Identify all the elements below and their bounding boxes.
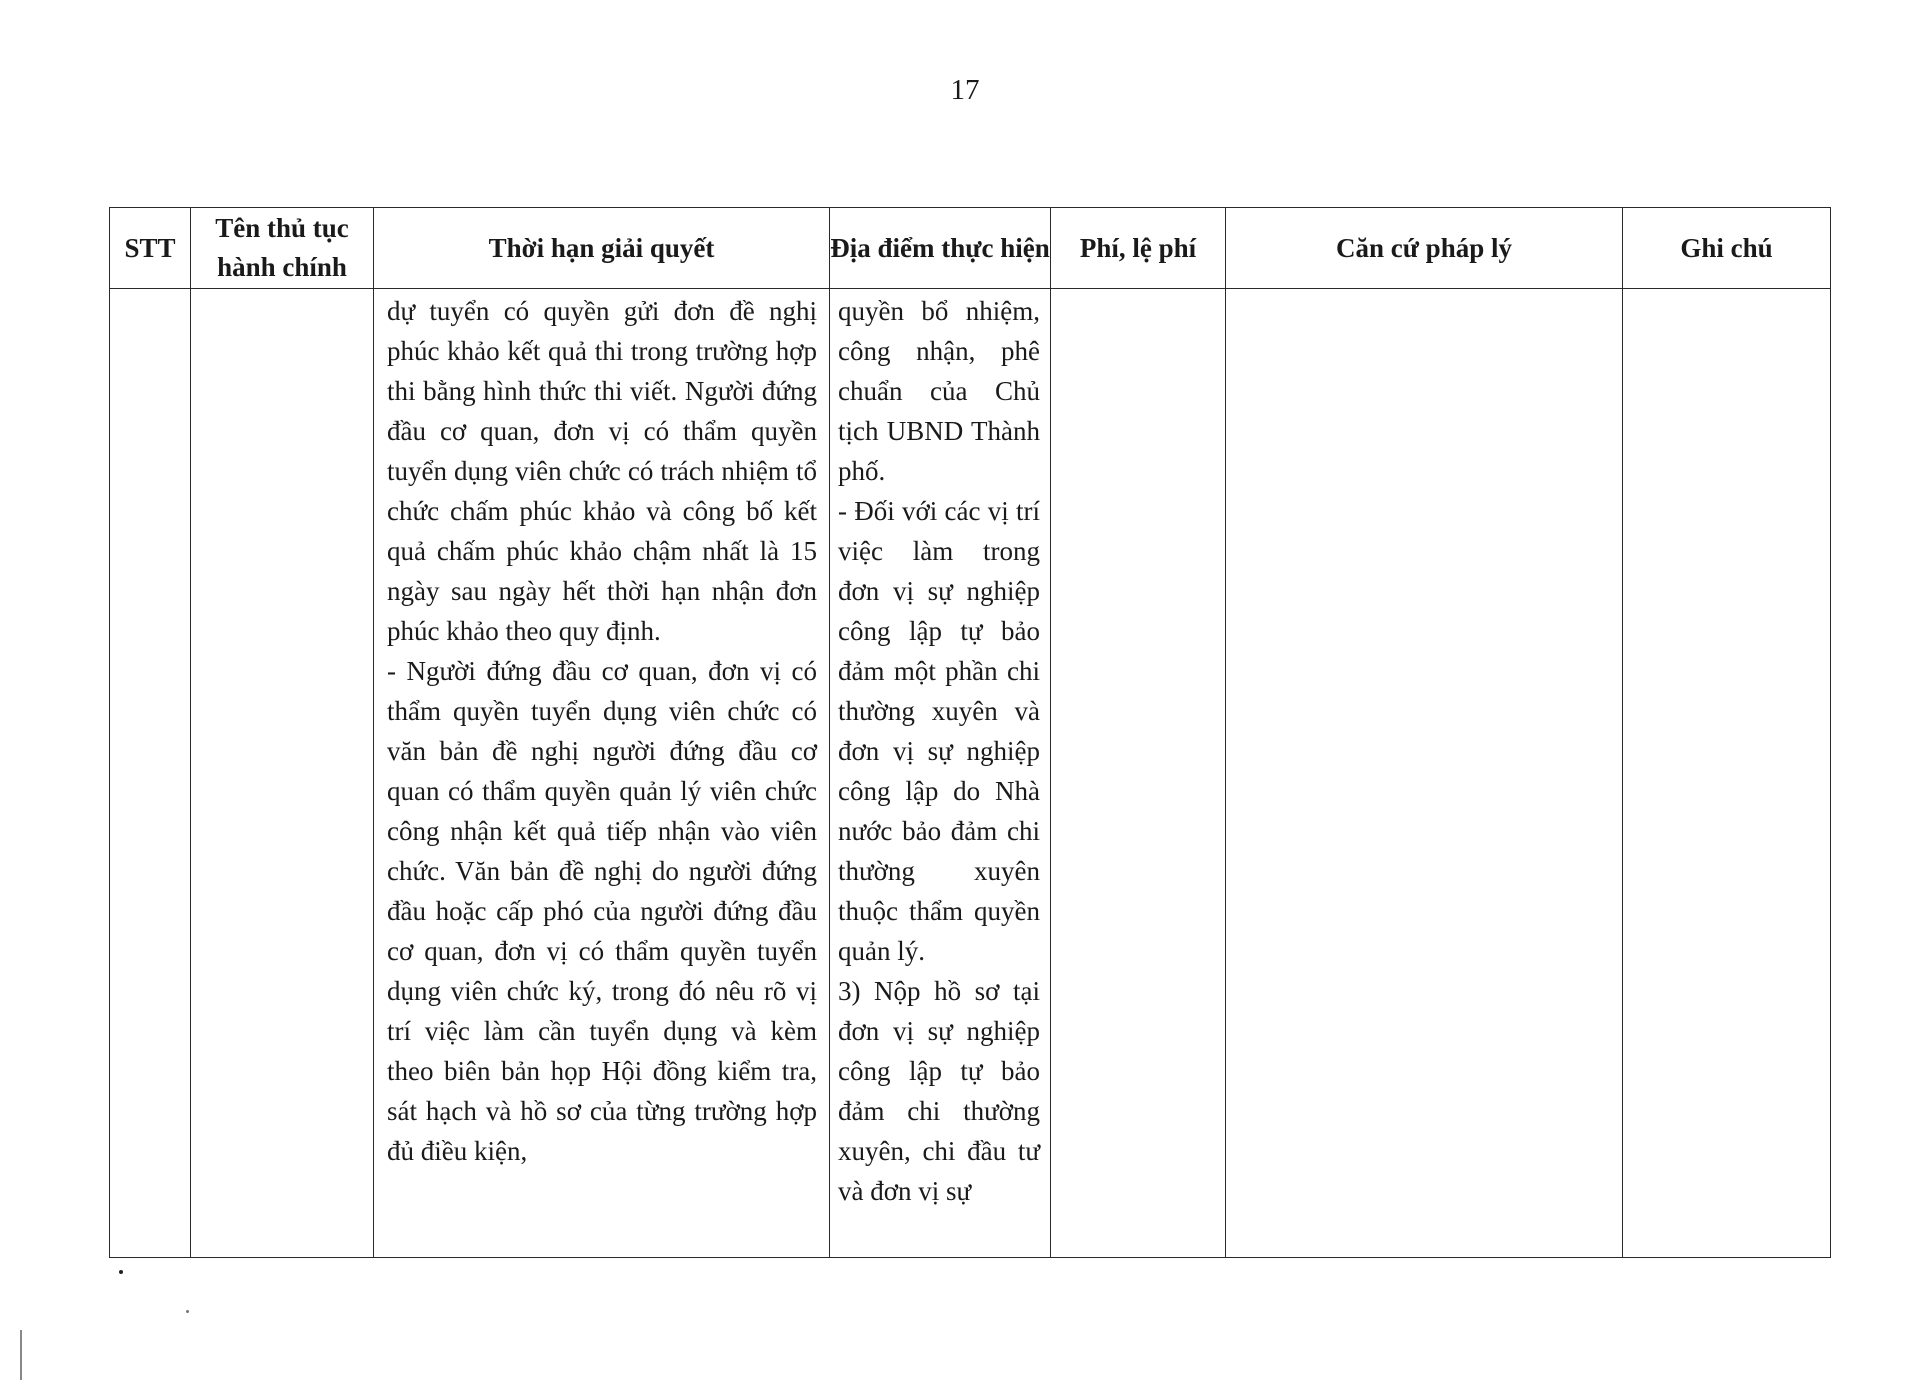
header-processing-time: Thời hạn giải quyết <box>374 208 830 289</box>
header-stt: STT <box>110 208 191 289</box>
processing-time-paragraph-2: - Người đứng đầu cơ quan, đơn vị có thẩm quyền tuyển dụng viên chức có văn bản đề nghị người đứng đầu cơ quan có thẩm quyền quản lý viên chức công nhận kết quả tiếp nhận vào viên chức. Văn bản đề nghị do người đứng đầu hoặc cấp phó của người đứng đầu cơ quan, đơn vị có thẩm quyền tuyển dụng viên chức ký, trong đó nêu rõ vị trí việc làm cần tuyển dụng và kèm theo biên bản họp Hội đồng kiểm tra, sát hạch và hồ sơ của từng trường hợp đủ điều kiện, <box>387 656 817 1166</box>
scan-speck <box>186 1310 189 1313</box>
cell-stt <box>110 289 191 1258</box>
header-legal-basis: Căn cứ pháp lý <box>1226 208 1623 289</box>
cell-legal-basis <box>1226 289 1623 1258</box>
page-number: 17 <box>950 74 980 106</box>
location-paragraph-2: - Đối với các vị trí việc làm trong đơn vị sự nghiệp công lập tự bảo đảm một phần chi thường xuyên và đơn vị sự nghiệp công lập do Nhà nước bảo đảm chi thường xuyên thuộc thẩm quyền quản lý. <box>838 496 1040 966</box>
scan-speck <box>119 1270 123 1274</box>
header-procedure-name: Tên thủ tục hành chính <box>191 208 374 289</box>
table-header-row <box>110 208 1831 289</box>
header-location: Địa điểm thực hiện <box>830 208 1051 289</box>
procedure-table <box>109 207 1831 1258</box>
scan-edge-mark <box>20 1330 22 1380</box>
cell-fees <box>1051 289 1226 1258</box>
table-row <box>110 289 1831 1258</box>
location-paragraph-3: 3) Nộp hồ sơ tại đơn vị sự nghiệp công lập tự bảo đảm chi thường xuyên, chi đầu tư và đơn vị sự <box>838 976 1040 1206</box>
cell-notes <box>1623 289 1831 1258</box>
processing-time-paragraph-1: dự tuyển có quyền gửi đơn đề nghị phúc khảo kết quả thi trong trường hợp thi bằng hình thức thi viết. Người đứng đầu cơ quan, đơn vị có thẩm quyền tuyển dụng viên chức có trách nhiệm tổ chức chấm phúc khảo và công bố kết quả chấm phúc khảo chậm nhất là 15 ngày sau ngày hết thời hạn nhận đơn phúc khảo theo quy định. <box>387 296 817 646</box>
header-notes: Ghi chú <box>1623 208 1831 289</box>
cell-procedure-name <box>191 289 374 1258</box>
cell-location <box>830 289 1051 1258</box>
header-fees: Phí, lệ phí <box>1051 208 1226 289</box>
cell-processing-time <box>374 289 830 1258</box>
location-paragraph-1: quyền bổ nhiệm, công nhận, phê chuẩn của Chủ tịch UBND Thành phố. <box>838 296 1040 486</box>
